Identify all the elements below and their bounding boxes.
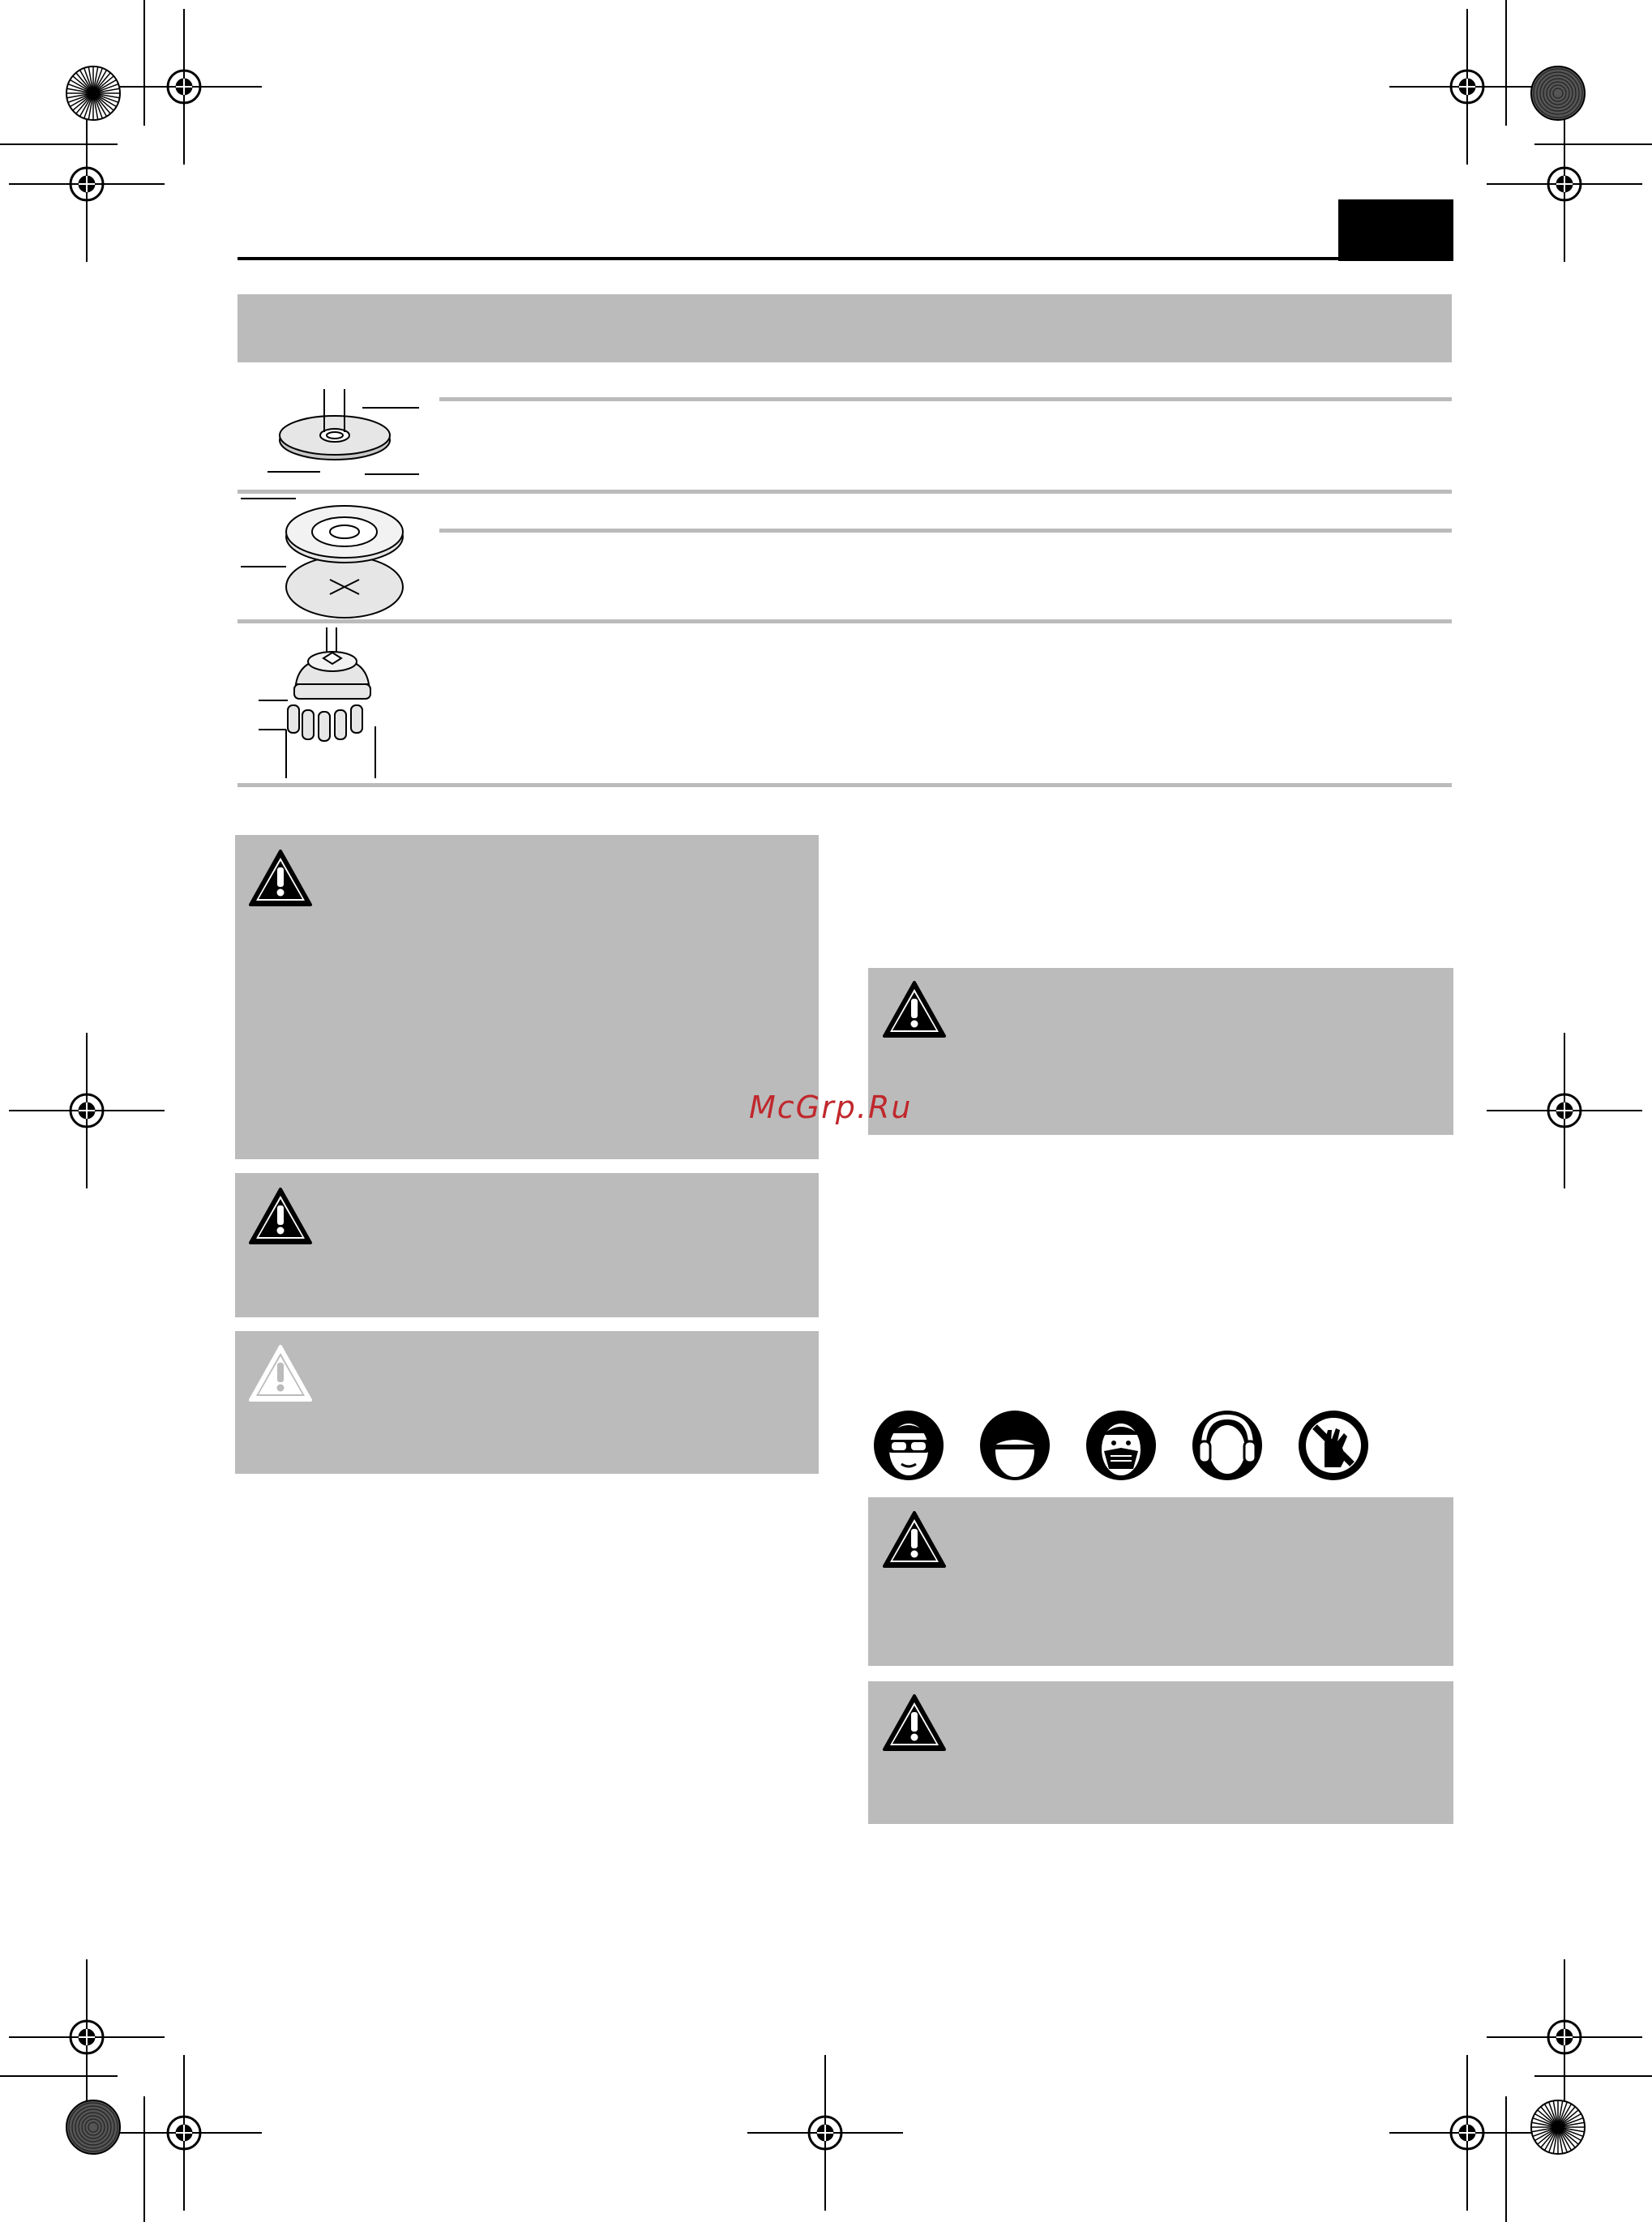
page-number-tab: [1338, 199, 1453, 261]
cup-brush-icon: [255, 626, 385, 781]
table-row-rule: [439, 397, 1452, 401]
registration-crosshair: [747, 2055, 903, 2211]
registration-target: [66, 66, 120, 120]
warning-panel: [235, 835, 819, 1159]
warning-triangle-icon: [247, 848, 314, 908]
warning-panel: [868, 1681, 1453, 1824]
dust-mask-icon: [1085, 1409, 1158, 1482]
warning-triangle-icon: [881, 1693, 948, 1753]
helmet-icon: [978, 1409, 1051, 1482]
warning-panel: [868, 968, 1453, 1135]
no-gloves-icon: [1297, 1409, 1370, 1482]
registration-crosshair: [9, 1959, 165, 2115]
backing-pad-icon: [239, 496, 417, 622]
safety-goggles-icon: [872, 1409, 945, 1482]
registration-crosshair: [1487, 1959, 1642, 2115]
registration-crosshair: [9, 1033, 165, 1188]
caution-panel: [235, 1331, 819, 1474]
registration-crosshair: [1487, 1033, 1642, 1188]
header-rule: [238, 257, 1338, 260]
watermark-text: McGrp.Ru: [749, 1090, 913, 1125]
warning-triangle-icon: [881, 1509, 948, 1569]
registration-crosshair: [1389, 2055, 1545, 2211]
warning-triangle-icon: [247, 1186, 314, 1246]
registration-crosshair: [1487, 106, 1642, 262]
ear-protection-icon: [1191, 1409, 1264, 1482]
caution-triangle-icon: [247, 1343, 314, 1403]
registration-crosshair: [106, 9, 262, 165]
grinding-disc-icon: [263, 385, 426, 482]
warning-panel: [868, 1497, 1453, 1666]
warning-panel: [235, 1173, 819, 1317]
table-row-rule: [439, 529, 1452, 533]
registration-target: [66, 2100, 120, 2154]
registration-crosshair: [1389, 9, 1545, 165]
table-row-rule: [238, 619, 1452, 623]
registration-crosshair: [9, 106, 165, 262]
table-row-rule: [238, 490, 1452, 494]
section-title-banner: [238, 294, 1452, 362]
registration-target: [1531, 2100, 1585, 2154]
registration-crosshair: [106, 2055, 262, 2211]
registration-target: [1531, 66, 1585, 120]
warning-triangle-icon: [881, 979, 948, 1039]
table-row-rule: [238, 783, 1452, 787]
